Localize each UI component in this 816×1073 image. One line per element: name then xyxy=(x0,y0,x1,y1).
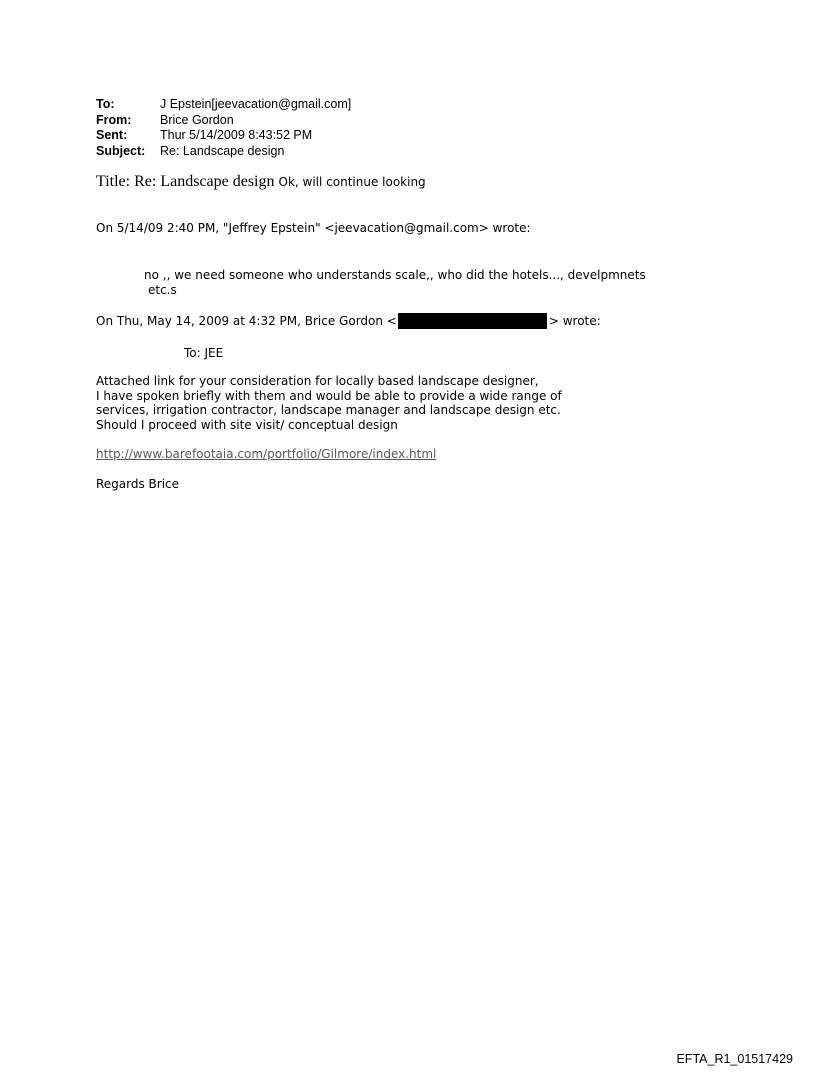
header-to-label: To: xyxy=(96,97,115,111)
title-label: Title: Re: Landscape design xyxy=(96,173,275,190)
header-sent-row xyxy=(96,128,351,144)
header-from-label: From: xyxy=(96,112,132,127)
signature-regards: Regards Brice xyxy=(96,477,180,491)
quote-header-gordon-before: On Thu, May 14, 2009 at 4:32 PM, Brice Gordon < xyxy=(96,313,397,328)
header-to-value: J Epstein[jeevacation@gmail.com] xyxy=(160,97,352,111)
title-text: Ok, will continue looking xyxy=(278,175,426,189)
quoted-reply-line1: no ,, we need someone who understands scale,, who did the hotels..., develpmnets xyxy=(144,268,646,282)
redaction-box xyxy=(398,313,547,329)
quote-header-epstein: On 5/14/09 2:40 PM, "Jeffrey Epstein" <jeevacation@gmail.com> wrote: xyxy=(96,221,531,235)
quote-header-gordon xyxy=(96,313,601,329)
header-subject-label: Subject: xyxy=(96,143,146,158)
paragraph-line: I have spoken briefly with them and would be able to provide a wide range of xyxy=(96,388,562,403)
header-subject-value: Re: Landscape design xyxy=(160,143,285,158)
header-sent-label: Sent: xyxy=(96,128,128,142)
message-paragraph xyxy=(96,374,562,432)
header-sent-value: Thur 5/14/2009 8:43:52 PM xyxy=(160,128,313,142)
title-line xyxy=(96,173,426,191)
header-from-value: Brice Gordon xyxy=(160,112,234,127)
portfolio-link[interactable]: http://www.barefootaia.com/portfolio/Gilmore/index.html xyxy=(96,447,437,461)
quoted-reply-line2: etc.s xyxy=(148,283,177,297)
to-jee-line: To: JEE xyxy=(184,346,224,360)
header-subject-row xyxy=(96,144,351,160)
quote-header-gordon-after: > wrote: xyxy=(548,313,601,328)
paragraph-line: Attached link for your consideration for locally based landscape designer, xyxy=(96,374,539,388)
header-to-row xyxy=(96,97,351,113)
header-from-row xyxy=(96,113,351,129)
paragraph-line: Should I proceed with site visit/ conceptual design xyxy=(96,417,398,432)
document-id-footer: EFTA_R1_01517429 xyxy=(676,1052,793,1066)
email-headers xyxy=(96,97,351,159)
paragraph-line: services, irrigation contractor, landscape manager and landscape design etc. xyxy=(96,403,561,417)
